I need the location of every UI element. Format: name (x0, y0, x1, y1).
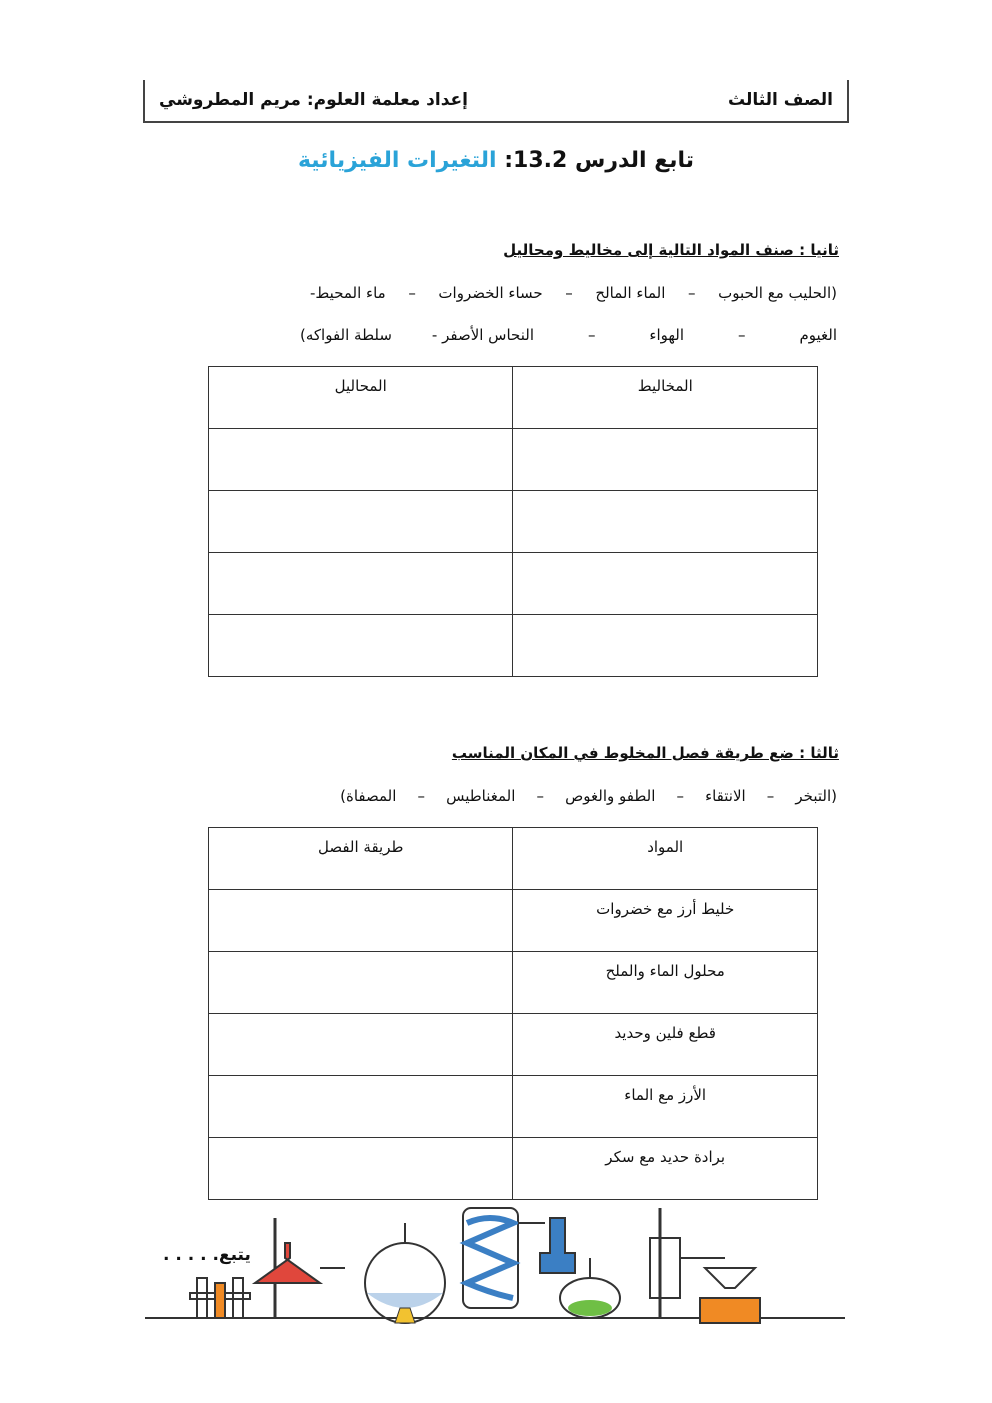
section2-words-line1 (310, 284, 837, 302)
table-row (209, 952, 818, 1014)
word-item: الطفو والغوص (565, 787, 656, 805)
round-flask-icon (345, 1223, 465, 1323)
author-label: إعداد معلمة العلوم: مريم المطروشي (159, 90, 468, 110)
word-item: الغيوم (799, 326, 837, 344)
word-item: الماء المالح (595, 284, 666, 302)
table-header-row (209, 367, 818, 429)
header-left-border (143, 80, 145, 122)
answer-cell[interactable] (209, 1138, 513, 1200)
material-cell: قطع فلين وحديد (513, 1014, 818, 1076)
table-row (209, 1138, 818, 1200)
answer-cell[interactable] (513, 429, 818, 491)
condenser-coil-icon (463, 1208, 518, 1308)
answer-cell[interactable] (209, 952, 513, 1014)
lesson-topic: التغيرات الفيزيائية (297, 148, 497, 173)
word-item: المغناطيس (446, 787, 516, 805)
page-header (143, 80, 849, 123)
table-row (209, 491, 818, 553)
separator: – (688, 284, 696, 302)
header-materials: المواد (513, 828, 818, 890)
material-cell: برادة حديد مع سكر (513, 1138, 818, 1200)
separator: – (565, 284, 573, 302)
table-row (209, 1076, 818, 1138)
answer-cell[interactable] (513, 491, 818, 553)
word-item: سلطة الفواكه) (300, 326, 392, 344)
title-colon: : (504, 148, 514, 173)
separator: – (587, 326, 596, 344)
section2-heading: ثانيا : صنف المواد التالية إلى مخاليط ومحاليل (503, 241, 839, 259)
material-cell: خليط أرز مع خضروات (513, 890, 818, 952)
page-title (0, 148, 992, 173)
classification-table (208, 366, 818, 677)
red-flask-icon (255, 1218, 345, 1318)
answer-cell[interactable] (209, 615, 513, 677)
answer-cell[interactable] (209, 1014, 513, 1076)
continued-label: يتبع. . . . . (163, 1245, 251, 1265)
word-item: (الحليب مع الحبوب (718, 284, 837, 302)
word-item: حساء الخضروات (438, 284, 543, 302)
material-cell: محلول الماء والملح (513, 952, 818, 1014)
answer-cell[interactable] (209, 429, 513, 491)
word-item: الانتقاء (705, 787, 746, 805)
answer-cell[interactable] (209, 890, 513, 952)
answer-cell[interactable] (513, 615, 818, 677)
separator: – (417, 787, 425, 805)
blue-flask-icon (518, 1218, 575, 1273)
table-row (209, 1014, 818, 1076)
lesson-number: 13.2 (513, 148, 568, 173)
word-item: (التبخر (795, 787, 837, 805)
word-item: النحاس الأصفر - (431, 326, 535, 344)
word-item: الهواء (649, 326, 685, 344)
section2-words-line2 (300, 326, 837, 344)
header-solutions: المحاليل (209, 367, 513, 429)
answer-cell[interactable] (209, 553, 513, 615)
answer-cell[interactable] (209, 491, 513, 553)
header-mixtures: المخاليط (513, 367, 818, 429)
separator: – (536, 787, 545, 805)
answer-cell[interactable] (513, 553, 818, 615)
section3-heading: ثالثا : ضع طريقة فصل المخلوط في المكان المناسب (451, 744, 839, 762)
table-row (209, 429, 818, 491)
word-item: ماء المحيط- (310, 284, 386, 302)
table-row (209, 615, 818, 677)
header-right-border (847, 80, 849, 122)
answer-cell[interactable] (209, 1076, 513, 1138)
title-prefix: تابع الدرس (575, 148, 695, 173)
header-method: طريقة الفصل (209, 828, 513, 890)
table-header-row (209, 828, 818, 890)
table-row (209, 890, 818, 952)
separator: – (408, 284, 416, 302)
separation-table (208, 827, 818, 1200)
test-tube-rack-icon (190, 1278, 250, 1318)
separator: – (738, 326, 746, 344)
lab-equipment-illustration (145, 1198, 845, 1348)
word-item: المصفاة) (340, 787, 397, 805)
separator: – (766, 787, 775, 805)
material-cell: الأرز مع الماء (513, 1076, 818, 1138)
beaker-icon (700, 1268, 760, 1323)
separator: – (676, 787, 684, 805)
section3-words-line1 (340, 787, 837, 805)
table-row (209, 553, 818, 615)
grade-label: الصف الثالث (727, 90, 833, 110)
